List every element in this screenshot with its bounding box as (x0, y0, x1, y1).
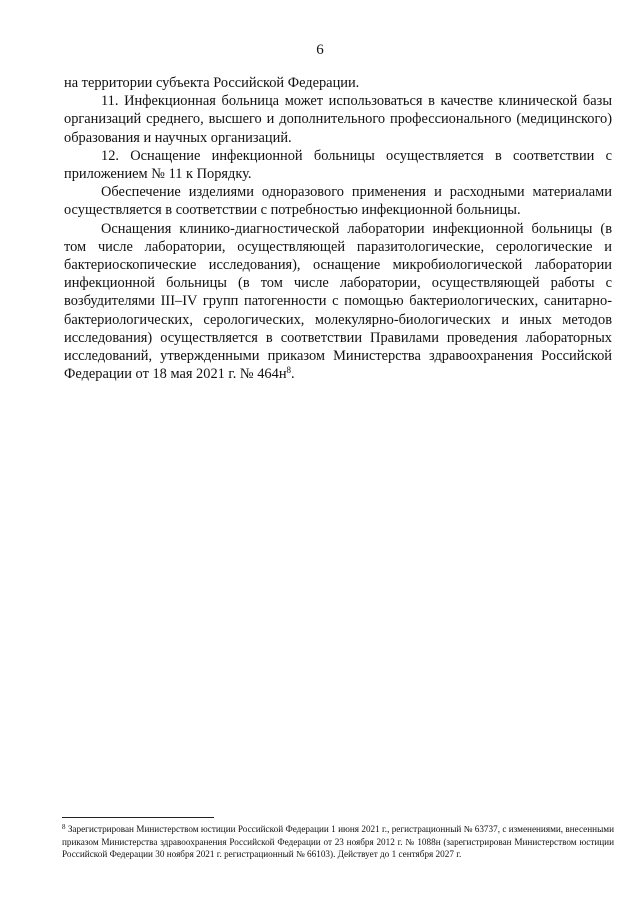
footnote-text: Зарегистрирован Министерством юстиции Российской Федерации 1 июня 2021 г., регистрационный № 63737, с изменениями, внесенными приказом Министерства здравоохранения Российской Федерации от 23 ноября 2012 г. № 1088н (зарегистрирован Министерством юстиции Российской Федерации 30 ноября 2021 г. регистрационный № 66103). Действует до 1 сентября 2027 г. (62, 824, 614, 860)
footnote-reference-8[interactable]: 8 (286, 365, 292, 376)
paragraph-laboratory-equipment (64, 220, 612, 384)
paragraph-11-clinical-base: 11. Инфекционная больница может использоваться в качестве клинической базы организаций среднего, высшего и дополнительного профессионального (медицинского) образования и научных организаций. (64, 93, 612, 146)
page-number: 6 (316, 42, 324, 58)
paragraph-disposables: Обеспечение изделиями одноразового применения и расходными материалами осуществляется в соответствии с потребностью инфекционной больницы. (64, 184, 612, 219)
document-body (64, 74, 612, 383)
paragraph-end-period: . (291, 366, 295, 383)
footnote-8 (62, 823, 614, 861)
paragraph-continuation: на территории субъекта Российской Федерации. (64, 75, 360, 91)
paragraph-12-equipment: 12. Оснащение инфекционной больницы осуществляется в соответствии с приложением № 11 к Порядку. (64, 147, 612, 183)
paragraph-laboratory-text: Оснащения клинико-диагностической лаборатории инфекционной больницы (в том числе лаборатории, осуществляющей паразитологические, серологические и бактериоскопические исследования), оснащение микробиологической лаборатории инфекционной больницы (в том числе лаборатории, осуществляющей работы с возбудителями III–IV групп патогенности с помощью бактериологических, санитарно-бактериологических, серологических, молекулярно-биологических и иных методов исследования) осуществляется в соответствии Правилами проведения лабораторных исследований, утвержденными приказом Министерства здравоохранения Российской Федерации от 18 мая 2021 г. № 464н (64, 220, 612, 383)
footnote-marker: 8 (62, 823, 66, 831)
footnote-separator (62, 817, 214, 818)
